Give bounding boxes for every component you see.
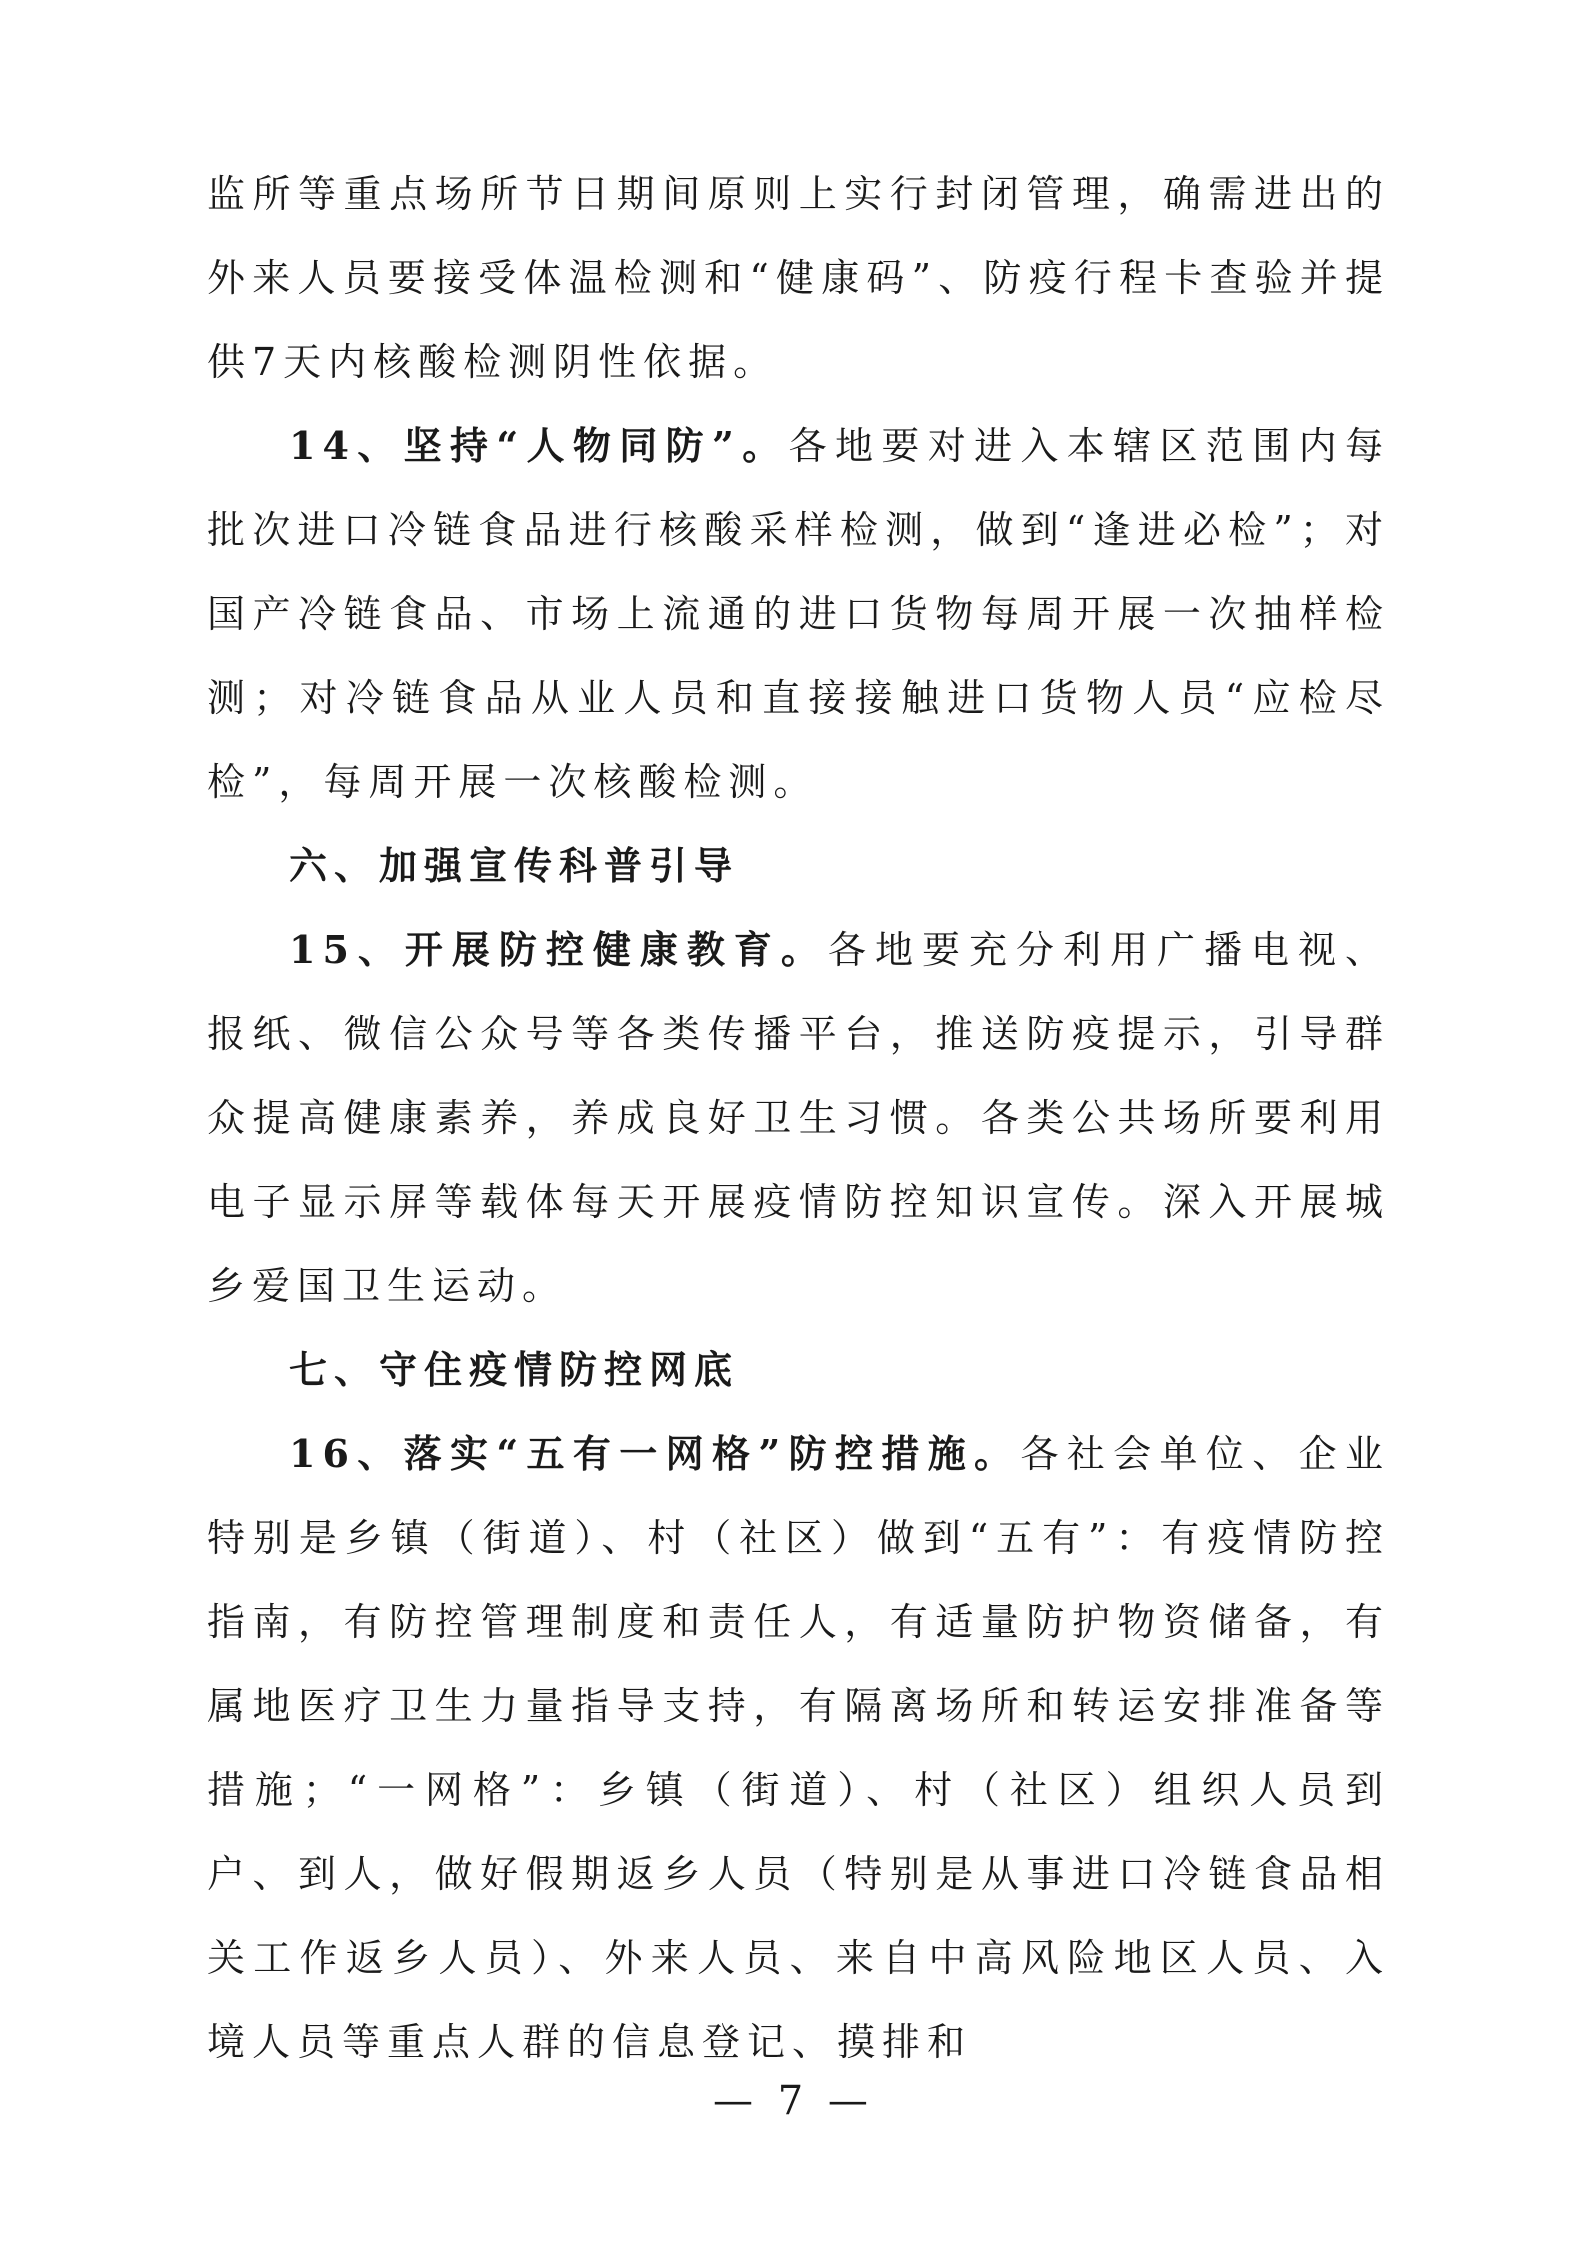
item-16-heading: 16、落实“五有一网格”防控措施。	[289, 1431, 1021, 1476]
document-body	[207, 0, 1390, 2084]
item-15-heading: 15、开展防控健康教育。	[289, 927, 828, 972]
section-7-title: 七、守住疫情防控网底	[289, 1348, 740, 1392]
page-number: — 7 —	[713, 2078, 874, 2124]
item-14-body: 各地要对进入本辖区范围内每批次进口冷链食品进行核酸采样检测，做到“逢进必检”；对国产冷链食品、市场上流通的进口货物每周开展一次抽样检测；对冷链食品从业人员和直接接触进口货物人员“应检尽检”，每周开展一次核酸检测。	[207, 424, 1390, 804]
section-6-title: 六、加强宣传科普引导	[289, 844, 740, 888]
item-15-paragraph	[207, 908, 1390, 1328]
item-14-paragraph	[207, 404, 1390, 824]
continuation-paragraph: 监所等重点场所节日期间原则上实行封闭管理，确需进出的外来人员要接受体温检测和“健康码”、防疫行程卡查验并提供7天内核酸检测阴性依据。	[207, 172, 1390, 384]
item-14-heading: 14、坚持“人物同防”。	[289, 423, 789, 468]
item-16-paragraph	[207, 1412, 1390, 2084]
item-16-body: 各社会单位、企业特别是乡镇（街道）、村（社区）做到“五有”：有疫情防控指南，有防控管理制度和责任人，有适量防护物资储备，有属地医疗卫生力量指导支持，有隔离场所和转运安排准备等措施；“一网格”：乡镇（街道）、村（社区）组织人员到户、到人，做好假期返乡人员（特别是从事进口冷链食品相关工作返乡人员）、外来人员、来自中高风险地区人员、入境人员等重点人群的信息登记、摸排和	[207, 1432, 1390, 2064]
item-15-body: 各地要充分利用广播电视、报纸、微信公众号等各类传播平台，推送防疫提示，引导群众提高健康素养，养成良好卫生习惯。各类公共场所要利用电子显示屏等载体每天开展疫情防控知识宣传。深入开展城乡爱国卫生运动。	[207, 928, 1390, 1308]
